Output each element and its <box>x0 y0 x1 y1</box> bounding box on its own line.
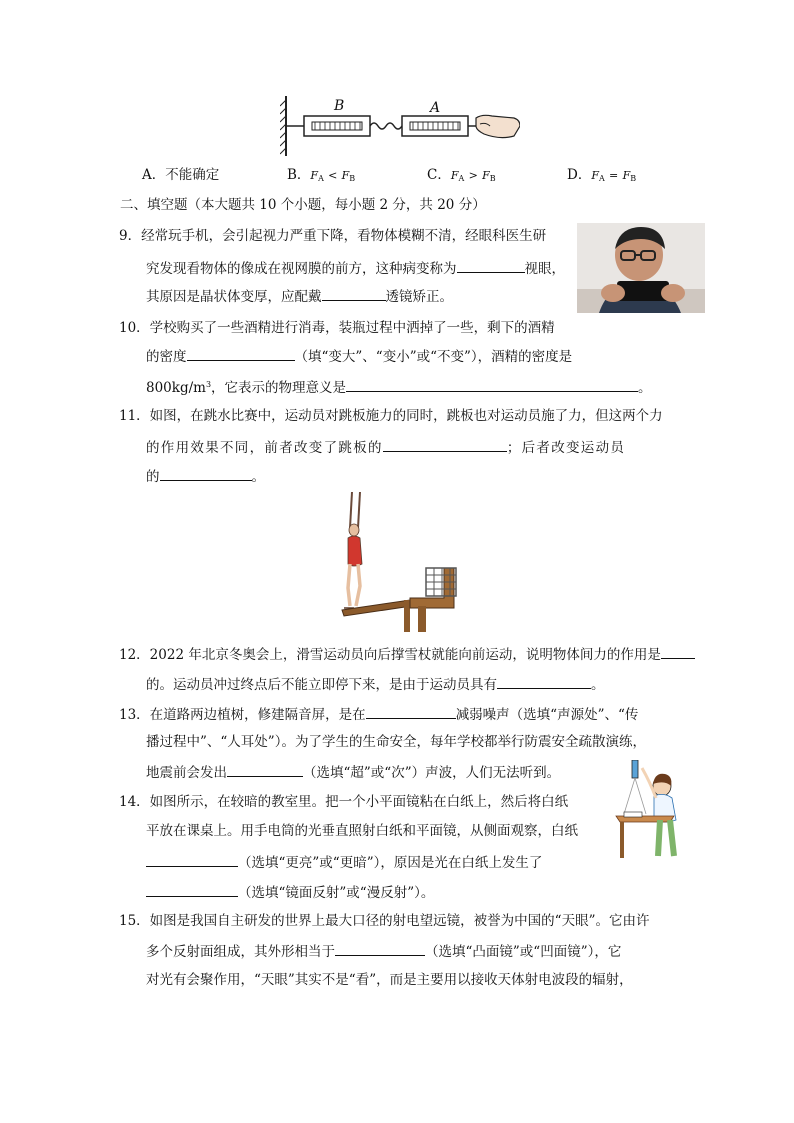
q9-blank1[interactable] <box>457 259 525 273</box>
q15-blank1[interactable] <box>335 942 425 956</box>
choice-b: B．$F_A < F_B$ <box>287 167 356 183</box>
choice-d: D．$F_A = F_B$ <box>567 167 637 183</box>
q15-line2: 多个反射面组成，其外形相当于 （选填“凸面镜”或“凹面镜”），它 <box>146 944 622 960</box>
diving-board-figure <box>334 488 468 634</box>
q10-line2: 的密度 （填“变大”、“变小”或“不变”），酒精的密度是 <box>146 349 573 365</box>
q9-line3: 其原因是晶状体变厚，应配戴 透镜矫正。 <box>146 289 453 305</box>
q9-line2: 究发现看物体的像成在视网膜的前方，这种病变称为 视眼， <box>146 261 565 277</box>
q11-line3: 的 。 <box>146 469 265 485</box>
choice-a: A．不能确定 <box>142 167 220 183</box>
q11-blank2[interactable] <box>160 467 252 481</box>
q12-blank2[interactable] <box>497 675 591 689</box>
label-b: B <box>334 98 345 114</box>
q9-blank2[interactable] <box>322 287 386 301</box>
spring-scale-figure <box>280 94 520 158</box>
q13-blank1[interactable] <box>366 705 456 719</box>
q9-line1: 9．经常玩手机，会引起视力严重下降，看物体模糊不清，经眼科医生研 <box>119 228 547 244</box>
q10-blank1[interactable] <box>187 347 295 361</box>
q13-line1: 13．在道路两边植树，修建隔音屏，是在 减弱噪声（选填“声源处”、“传 <box>119 707 639 723</box>
label-a: A <box>430 100 441 116</box>
q11-blank1[interactable] <box>383 438 507 452</box>
q12-line2: 的。运动员冲过终点后不能立即停下来，是由于运动员具有 。 <box>146 677 605 693</box>
q12-blank1[interactable] <box>661 645 695 659</box>
q15-line1: 15．如图是我国自主研发的世界上最大口径的射电望远镜，被誉为中国的“天眼”。它由许 <box>119 913 650 929</box>
q15-line3: 对光有会聚作用，“天眼”其实不是“看”，而是主要用以接收天体射电波段的辐射， <box>146 972 633 988</box>
q10-blank2[interactable] <box>346 378 638 392</box>
q10-line1: 10．学校购买了一些酒精进行消毒，装瓶过程中洒掉了一些，剩下的酒精 <box>119 320 555 336</box>
q13-blank2[interactable] <box>227 763 303 777</box>
q12-line1: 12．2022 年北京冬奥会上，滑雪运动员向后撑雪杖就能向前运动，说明物体间力的作用是 <box>119 645 695 663</box>
q14-blank2[interactable] <box>146 883 238 897</box>
q14-line2: 平放在课桌上。用手电筒的光垂直照射白纸和平面镜，从侧面观察，白纸 <box>146 823 578 839</box>
q14-line4: （选填“镜面反射”或“漫反射”）。 <box>146 883 434 901</box>
q13-line3: 地震前会发出 （选填“超”或“次”）声波，人们无法听到。 <box>146 765 561 781</box>
choice-c: C．$F_A > F_B$ <box>427 167 496 183</box>
q14-blank1[interactable] <box>146 853 238 867</box>
q11-line2: 的作用效果不同，前者改变了跳板的 ；后者改变运动员 <box>146 440 626 456</box>
q14-line3: （选填“更亮”或“更暗”），原因是光在白纸上发生了 <box>146 853 542 871</box>
flashlight-figure <box>612 760 694 860</box>
q13-line2: 播过程中”、“人耳处”）。为了学生的生命安全，每年学校都举行防震安全疏散演练， <box>146 734 646 750</box>
boy-phone-photo <box>577 223 705 313</box>
section-title: 二、填空题（本大题共 10 个小题，每小题 2 分，共 20 分） <box>120 197 486 213</box>
q11-line1: 11．如图，在跳水比赛中，运动员对跳板施力的同时，跳板也对运动员施了力，但这两个力 <box>119 408 663 424</box>
q14-line1: 14．如图所示，在较暗的教室里。把一个小平面镜粘在白纸上，然后将白纸 <box>119 794 569 810</box>
q10-line3: $800kg/m^3$，它表示的物理意义是 。 <box>146 380 652 396</box>
